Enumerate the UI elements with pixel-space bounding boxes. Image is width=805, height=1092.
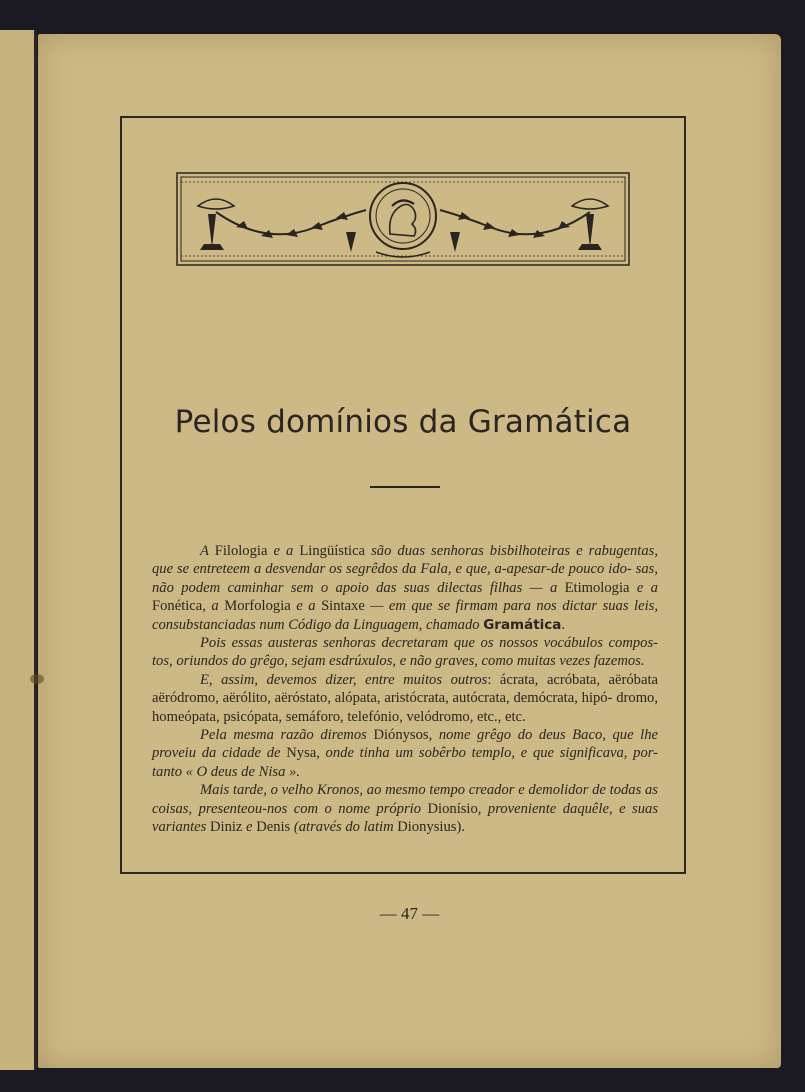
text-run: e a bbox=[290, 598, 322, 615]
text-run: , onde tinha um sobêrbo templo, e que significava, por- tanto « O deus de Nisa ». bbox=[152, 745, 658, 780]
text-run: Pela mesma razão diremos bbox=[200, 727, 374, 744]
text-run: : ácrata, acróbata, aëróbata aëródromo, aërólito, aëróstato, alópata, aristócrata, autócrata, demócrata, hipó- dromo, homeópata, psicópata, semáforo, telefónio, velódromo, etc., etc. bbox=[152, 671, 658, 725]
text-run: e a bbox=[629, 579, 658, 596]
paragraph bbox=[152, 781, 658, 836]
text-run: , proveniente daquêle, e suas variantes bbox=[152, 800, 658, 836]
paragraph bbox=[152, 671, 658, 726]
text-run: e bbox=[242, 819, 257, 836]
text-run: ). bbox=[456, 819, 465, 836]
text-run: A bbox=[200, 543, 215, 559]
text-frame bbox=[120, 116, 686, 874]
page-number: — 47 — bbox=[379, 904, 440, 923]
text-run: Pois essas austeras senhoras decretaram que os nossos vocábulos compos- tos, oriundos do grêgo, sejam esdrúxulos, e não graves, como muitas vezes fazemos. bbox=[152, 635, 658, 670]
text-run: Dionísio bbox=[427, 800, 478, 817]
text-run: Lingüística bbox=[299, 543, 366, 559]
text-run: . bbox=[561, 616, 566, 633]
paragraph bbox=[152, 726, 658, 781]
text-run: Mais tarde, o velho Kronos, ao mesmo tempo creador e demolidor de todas as coisas, presenteou-nos com o nome próprio bbox=[152, 782, 658, 817]
text-run: e a bbox=[267, 543, 300, 559]
text-run: Sintaxe bbox=[321, 598, 365, 615]
text-run: Gramática bbox=[483, 616, 562, 633]
text-run: Filologia bbox=[214, 543, 268, 559]
paragraph bbox=[152, 634, 658, 671]
text-run: Dionysius bbox=[397, 819, 457, 836]
text-run: E, assim, devemos dizer, entre muitos outros bbox=[200, 671, 488, 688]
book-page bbox=[38, 34, 781, 1068]
text-run: , nome grêgo do deus Baco, que lhe proveiu da cidade de bbox=[152, 727, 658, 762]
text-run: são duas senhoras bisbilhoteiras e rabugentas, que se entreteem a desvendar os segrêdos da Fala, e que, a-apesar-de pouco ido- sas, não podem caminhar sem o apoio das suas dilectas filhas — a bbox=[152, 543, 658, 596]
paper-stain bbox=[30, 674, 44, 684]
text-run: — em que se firmam para nos dictar suas leis, consubstanciadas num Código da Linguagem, chamado bbox=[152, 598, 658, 633]
text-run: Diniz bbox=[209, 819, 243, 836]
text-run: Fonética bbox=[152, 598, 203, 615]
text-run: Etimologia bbox=[564, 579, 630, 596]
text-run: Diónysos bbox=[373, 727, 429, 744]
text-run: Morfologia bbox=[224, 598, 291, 615]
text-run: Denis bbox=[256, 819, 291, 836]
text-run: , a bbox=[202, 598, 225, 615]
portrait-medallion-garland-ornament bbox=[176, 172, 630, 266]
chapter-title: Pelos domínios da Gramática bbox=[174, 404, 632, 440]
text-run: (através do latim bbox=[290, 819, 398, 836]
facing-page-edge bbox=[0, 30, 37, 1070]
body-text bbox=[152, 542, 658, 837]
paragraph bbox=[152, 542, 658, 634]
title-rule bbox=[370, 486, 440, 488]
text-run: Nysa bbox=[286, 745, 317, 762]
